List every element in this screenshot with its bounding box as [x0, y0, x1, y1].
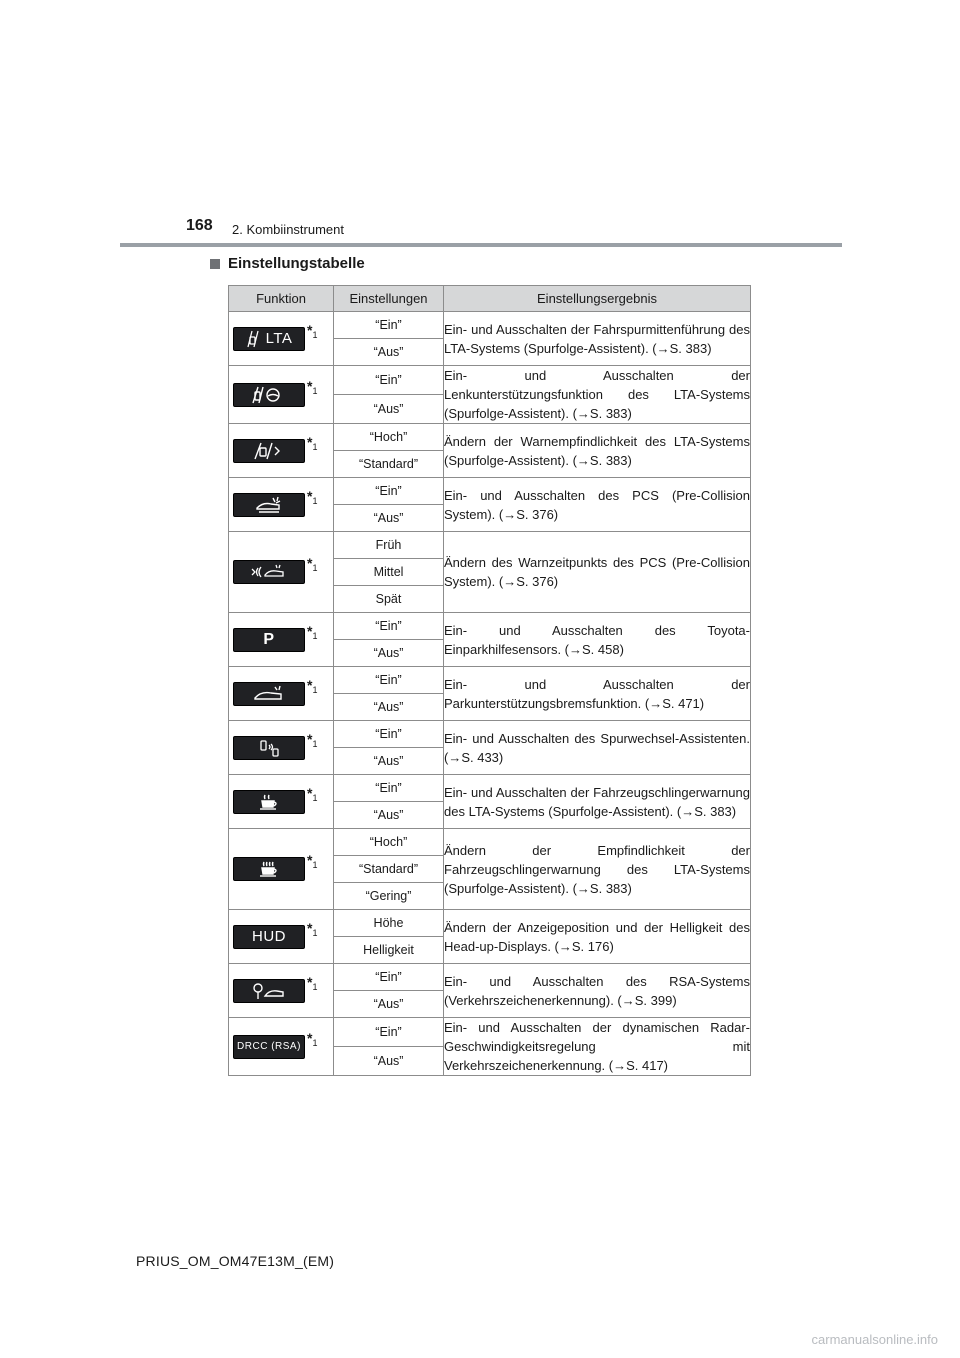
lane-change-assist-icon [233, 736, 305, 760]
lta-icon [233, 327, 305, 351]
function-cell [229, 667, 334, 721]
setting-result: Ein- und Ausschalten der dynamischen Radar-Geschwindigkeitsregelung mit Verkehrszeichenerkennung. (→S. 417) [444, 1018, 751, 1076]
setting-value: Höhe [334, 910, 444, 937]
footnote-marker [307, 378, 317, 396]
setting-value: Helligkeit [334, 937, 444, 964]
setting-value: “Hoch” [334, 829, 444, 856]
setting-result: Ändern des Warnzeitpunkts des PCS (Pre-Collision System). (→S. 376) [444, 532, 751, 613]
footnote-number: 1 [312, 563, 318, 573]
table-row [229, 667, 751, 694]
table-row [229, 424, 751, 451]
table-header-row [229, 286, 751, 312]
footnote-number: 1 [312, 385, 318, 396]
setting-value: “Aus” [334, 748, 444, 775]
setting-value: “Ein” [334, 775, 444, 802]
icon-label: HUD [252, 928, 286, 945]
setting-value: “Aus” [334, 640, 444, 667]
setting-value: “Ein” [334, 667, 444, 694]
column-header-result: Einstellungsergebnis [444, 286, 751, 312]
chapter-title: 2. Kombiinstrument [232, 222, 344, 237]
setting-result: Ändern der Warnempfindlichkeit des LTA-Systems (Spurfolge-Assistent). (→S. 383) [444, 424, 751, 478]
footnote-asterisk: * [307, 852, 313, 868]
setting-result: Ein- und Ausschalten des Spurwechsel-Assistenten. (→S. 433) [444, 721, 751, 775]
setting-value: “Ein” [334, 312, 444, 339]
footnote-number: 1 [312, 329, 318, 340]
footnote-asterisk: * [307, 377, 313, 394]
footnote-number: 1 [312, 927, 318, 938]
footnote-asterisk: * [307, 919, 313, 936]
setting-result: Ein- und Ausschalten der Lenkunterstützungsfunktion des LTA-Systems (Spurfolge-Assistent). (→S. 383) [444, 366, 751, 424]
setting-result: Ein- und Ausschalten der Fahrspurmittenführung des LTA-Systems (Spurfolge-Assistent). (→S. 383) [444, 312, 751, 366]
table-row [229, 829, 751, 856]
setting-value: “Aus” [334, 991, 444, 1018]
setting-value: “Aus” [334, 505, 444, 532]
footnote-number: 1 [312, 792, 318, 803]
footnote-number: 1 [312, 860, 318, 870]
table-row [229, 478, 751, 505]
function-cell [229, 721, 334, 775]
setting-value: “Aus” [334, 1047, 444, 1076]
function-cell [229, 478, 334, 532]
footnote-asterisk: * [307, 555, 313, 571]
footnote-marker [307, 974, 317, 992]
lane-sensitivity-icon [233, 439, 305, 463]
footer-code: PRIUS_OM_OM47E13M_(EM) [136, 1253, 335, 1269]
footnote-asterisk: * [307, 622, 313, 639]
footnote-asterisk: * [307, 973, 313, 990]
hud-icon [233, 925, 305, 949]
table-row [229, 312, 751, 339]
setting-value: “Ein” [334, 478, 444, 505]
setting-value: “Aus” [334, 802, 444, 829]
table-row [229, 1018, 751, 1047]
footnote-marker [307, 731, 317, 749]
setting-value: “Ein” [334, 964, 444, 991]
column-header-settings: Einstellungen [334, 286, 444, 312]
function-cell [229, 829, 334, 910]
footnote-asterisk: * [307, 321, 313, 338]
setting-result: Ein- und Ausschalten des RSA-Systems (Verkehrszeichenerkennung). (→S. 399) [444, 964, 751, 1018]
table-row [229, 964, 751, 991]
function-cell [229, 775, 334, 829]
setting-result: Ein- und Ausschalten der Parkunterstützungsbremsfunktion. (→S. 471) [444, 667, 751, 721]
footnote-marker [307, 785, 317, 803]
footnote-marker [307, 852, 317, 870]
setting-value: “Hoch” [334, 424, 444, 451]
drcc-rsa-icon [233, 1035, 305, 1059]
steering-assist-icon [233, 383, 305, 407]
coffee-cup-icon [233, 790, 305, 814]
settings-table [228, 285, 751, 1076]
table-row [229, 613, 751, 640]
setting-result: Ein- und Ausschalten der Fahrzeugschlingerwarnung des LTA-Systems (Spurfolge-Assistent). (→S. 383) [444, 775, 751, 829]
setting-result: Ändern der Empfindlichkeit der Fahrzeugschlingerwarnung des LTA-Systems (Spurfolge-Assistent). (→S. 383) [444, 829, 751, 910]
footnote-marker [307, 488, 317, 506]
table-row [229, 366, 751, 395]
setting-value: “Standard” [334, 856, 444, 883]
table-row [229, 532, 751, 559]
column-header-function: Funktion [229, 286, 334, 312]
function-cell [229, 366, 334, 424]
footnote-number: 1 [312, 981, 318, 992]
function-cell [229, 424, 334, 478]
footnote-marker [307, 1030, 317, 1048]
setting-result: Ein- und Ausschalten des Toyota-Einparkhilfesensors. (→S. 458) [444, 613, 751, 667]
square-bullet-icon [210, 259, 220, 269]
setting-value: Spät [334, 586, 444, 613]
table-row [229, 721, 751, 748]
footnote-marker [307, 555, 317, 573]
watermark: carmanualsonline.info [811, 1332, 938, 1347]
pcs-timing-icon [233, 560, 305, 584]
parking-brake-support-icon [233, 682, 305, 706]
parking-sensor-icon [233, 628, 305, 652]
footnote-number: 1 [312, 441, 318, 452]
icon-label: LTA [265, 330, 293, 347]
setting-result: Ein- und Ausschalten des PCS (Pre-Collision System). (→S. 376) [444, 478, 751, 532]
section-title-text: Einstellungstabelle [228, 255, 365, 272]
setting-value: “Ein” [334, 721, 444, 748]
footnote-marker [307, 623, 317, 641]
footnote-number: 1 [312, 684, 318, 695]
footnote-asterisk: * [307, 730, 313, 747]
footnote-number: 1 [312, 630, 318, 641]
setting-value: “Aus” [334, 694, 444, 721]
setting-value: “Standard” [334, 451, 444, 478]
icon-label: P [263, 630, 275, 648]
setting-result: Ändern der Anzeigeposition und der Helligkeit des Head-up-Displays. (→S. 176) [444, 910, 751, 964]
footnote-number: 1 [312, 495, 318, 506]
setting-value: “Ein” [334, 613, 444, 640]
footnote-marker [307, 322, 317, 340]
function-cell [229, 532, 334, 613]
footnote-marker [307, 434, 317, 452]
function-cell [229, 1018, 334, 1076]
table-row [229, 775, 751, 802]
footnote-asterisk: * [307, 487, 313, 504]
setting-value: “Ein” [334, 366, 444, 395]
setting-value: “Ein” [334, 1018, 444, 1047]
function-cell [229, 312, 334, 366]
header-rule [120, 243, 842, 247]
pcs-icon [233, 493, 305, 517]
footnote-asterisk: * [307, 433, 313, 450]
icon-label: DRCC (RSA) [237, 1041, 301, 1052]
section-title [210, 255, 365, 272]
function-cell [229, 964, 334, 1018]
table-row [229, 910, 751, 937]
footnote-number: 1 [312, 1037, 318, 1048]
footnote-marker [307, 677, 317, 695]
coffee-cup-steam-icon [233, 857, 305, 881]
rsa-icon [233, 979, 305, 1003]
page-number: 168 [186, 217, 213, 234]
setting-value: Früh [334, 532, 444, 559]
setting-value: “Aus” [334, 395, 444, 424]
function-cell [229, 613, 334, 667]
setting-value: “Gering” [334, 883, 444, 910]
setting-value: Mittel [334, 559, 444, 586]
footnote-asterisk: * [307, 784, 313, 801]
footnote-number: 1 [312, 738, 318, 749]
function-cell [229, 910, 334, 964]
footnote-asterisk: * [307, 676, 313, 693]
setting-value: “Aus” [334, 339, 444, 366]
footnote-asterisk: * [307, 1029, 313, 1046]
footnote-marker [307, 920, 317, 938]
